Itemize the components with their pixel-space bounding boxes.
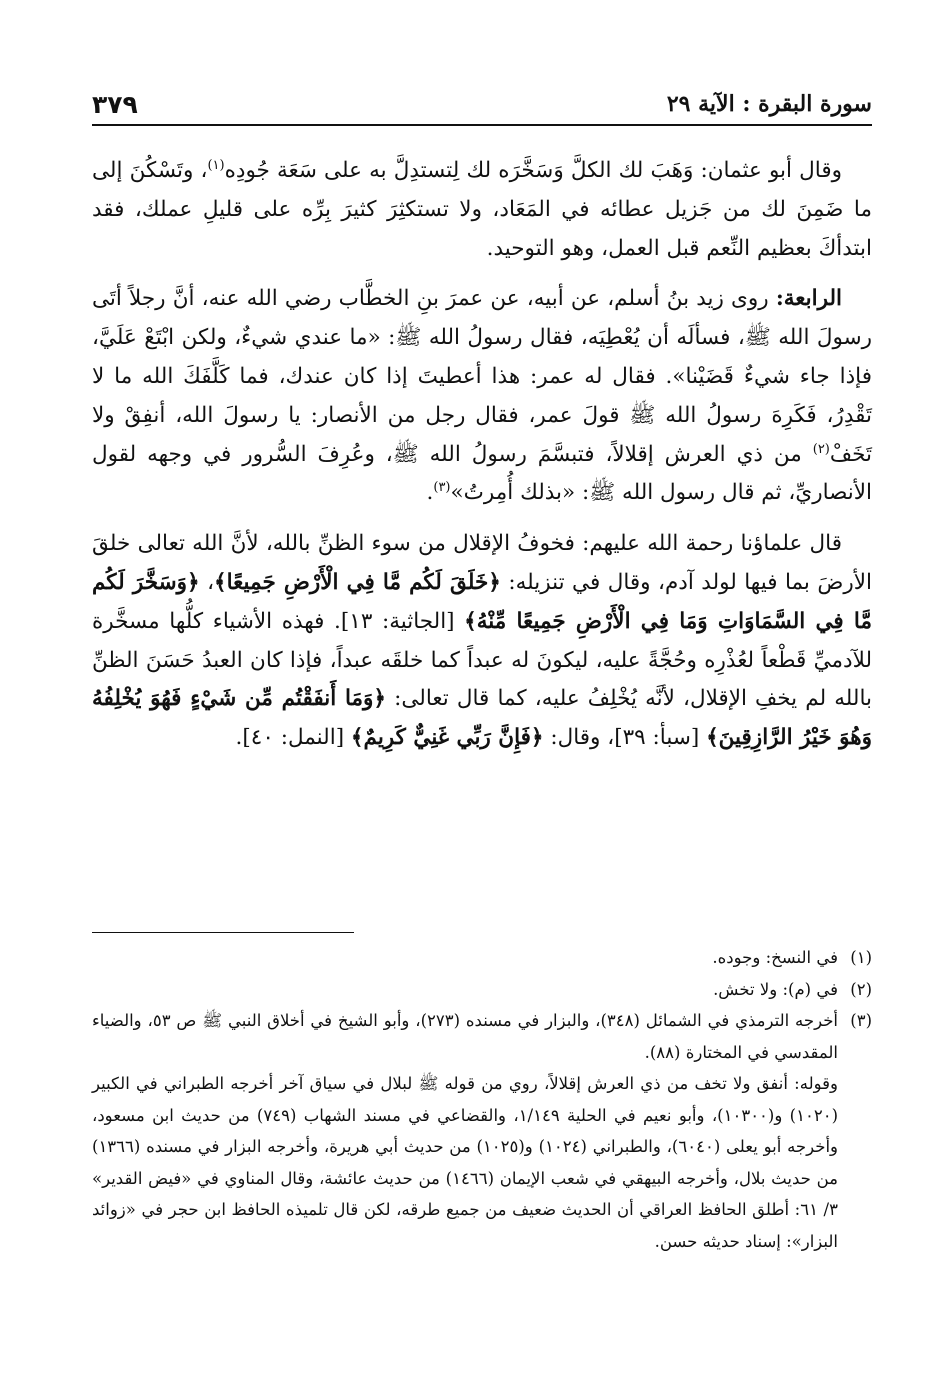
footnote-text: في (م): ولا تخش. bbox=[713, 979, 838, 999]
footnote-number: (١) bbox=[850, 948, 872, 967]
footnote-text: أخرجه الترمذي في الشمائل (٣٤٨)، والبزار في مسنده (٢٧٣)، وأبو الشيخ في أخلاق النبي ﷺ ص ٥٣، والضياء المقدسي في المختارة (٨٨). bbox=[92, 1011, 838, 1062]
header-divider bbox=[92, 124, 872, 126]
section-label-fourth: الرابعة: bbox=[775, 286, 842, 312]
paragraph-scholars: قال علماؤنا رحمة الله عليهم: فخوفُ الإقلال من سوء الظنِّ بالله، لأنَّ الله تعالى خلقَ الأرضَ بما فيها لولد آدم، وقال في تنزيله: ﴿خَلَقَ لَكُم مَّا فِي الْأَرْضِ جَمِيعًا﴾، ﴿وَسَخَّرَ لَكُم مَّا فِي السَّمَاوَاتِ وَمَا فِي الْأَرْضِ جَمِيعًا مِّنْهُ﴾ [الجاثية: ١٣]. فهذه الأشياء كلُّها مسخَّرة للآدميِّ قَطْعاً لعُذْرِه وحُجَّةً عليه، ليكونَ له عبداً كما خلقَه عبداً، فإذا كان العبدُ حَسَنَ الظنِّ بالله لم يخفِ الإقلال، لأنَّه يُخْلِفُ عليه، كما قال تعالى: ﴿وَمَا أَنفَقْتُم مِّن شَيْءٍ فَهُوَ يُخْلِفُهُ وَهُوَ خَيْرُ الرَّازِقِينَ﴾ [سبأ: ٣٩]، وقال: ﴿فَإِنَّ رَبِّي غَنِيٌّ كَرِيمٌ﴾ [النمل: ٤٠]. bbox=[92, 531, 872, 751]
footnote-continuation: وقوله: أنفق ولا تخف من ذي العرش إقلالاً، روي من قوله ﷺ لبلال في سياق آخر أخرجه الطبراني في الكبير (١٠٢٠) و(١٠٣٠٠)، وأبو نعيم في الحلية ١/١٤٩، والقضاعي في مسند الشهاب (٧٤٩) من حديث ابن مسعود، وأخرجه أبو يعلى (٦٠٤٠)، والطبراني (١٠٢٤) و(١٠٢٥) من حديث أبي هريرة، وأخرجه البزار في مسنده (١٣٦٦) من حديث بلال، وأخرجه البيهقي في شعب الإيمان (١٤٦٦) من حديث عائشة، وقال المناوي في «فيض القدير» ٣/ ٦١: أطلق الحافظ العراقي أن الحديث ضعيف من جميع طرقه، لكن قال تلميذه الحافظ ابن حجر في «زوائد البزار»: إسناد حديثه حسن. bbox=[92, 1074, 839, 1251]
footnotes bbox=[92, 942, 872, 1257]
footnote-item bbox=[92, 1005, 872, 1068]
footnote-ref-2: (٢) bbox=[812, 441, 830, 457]
footnote-item bbox=[92, 974, 872, 1006]
quran-verse-3: ﴿وَمَا أَنفَقْتُم مِّن شَيْءٍ فَهُوَ يُخْلِفُهُ وَهُوَ خَيْرُ الرَّازِقِينَ﴾ bbox=[92, 686, 872, 751]
surah-heading: سورة البقرة : الآية ٢٩ bbox=[666, 91, 872, 117]
quran-verse-2: ﴿وَسَخَّرَ لَكُم مَّا فِي السَّمَاوَاتِ وَمَا فِي الْأَرْضِ جَمِيعًا مِّنْهُ﴾ bbox=[92, 569, 872, 634]
footnote-ref-1: (١) bbox=[207, 157, 225, 173]
paragraph-abu-uthman: وقال أبو عثمان: وَهَبَ لك الكلَّ وَسَخَّرَه لك لِتستدِلَّ به على سَعَة جُودِه$^{(١)}$، وتَسْكُنَ إلى ما ضَمِنَ لك من جَزيل عطائه في المَعَاد، ولا تستكثِرَ كثيرَ بِرِّه على قليلِ عملك، فقد ابتدأكَ بعظيم النِّعم قبل العمل، وهو التوحيد. bbox=[92, 157, 872, 261]
footnote-ref-3: (٣) bbox=[433, 480, 451, 496]
quran-verse-1: ﴿خَلَقَ لَكُم مَّا فِي الْأَرْضِ جَمِيعًا﴾ bbox=[214, 569, 501, 595]
book-page bbox=[92, 0, 872, 1388]
footnote-number: (٣) bbox=[850, 1011, 872, 1030]
paragraph-fourth-issue: الرابعة: روى زيد بنُ أسلم، عن أبيه، عن عمرَ بنِ الخطَّاب رضي الله عنه، أنَّ رجلاً أتَى رسولَ الله ﷺ، فسألَه أن يُعْطِيَه، فقال رسولُ الله ﷺ: «ما عندي شيءٌ، ولكن ابْتَعْ عَلَيَّ، فإذا جاء شيءٌ قَضَيْنا». فقال له عمر: هذا أعطيتَ إذا كان عندك، فما كَلَّفَكَ الله ما لا تَقْدِرُ، فَكَرِهَ رسولُ الله ﷺ قولَ عمر، فقال رجل من الأنصار: يا رسولَ الله، أنفِقْ ولا تَخَفْ$^{(٢)}$ من ذي العرش إقلالاً، فتبسَّمَ رسولُ الله ﷺ، وعُرِفَ السُّرور في وجهه لقول الأنصاريِّ، ثم قال رسول الله ﷺ: «بذلك أُمِرتُ»$^{(٣)}$. bbox=[92, 286, 872, 506]
page-number: ٣٧٩ bbox=[92, 89, 138, 119]
footnote-number: (٢) bbox=[850, 979, 872, 999]
footnote-item bbox=[92, 942, 872, 974]
footnote-divider bbox=[92, 932, 354, 933]
main-text bbox=[92, 152, 872, 770]
quran-verse-4: ﴿فَإِنَّ رَبِّي غَنِيٌّ كَرِيمٌ﴾ bbox=[350, 725, 544, 751]
page-header bbox=[92, 86, 872, 122]
footnote-text: في النسخ: وجوده. bbox=[712, 948, 838, 967]
